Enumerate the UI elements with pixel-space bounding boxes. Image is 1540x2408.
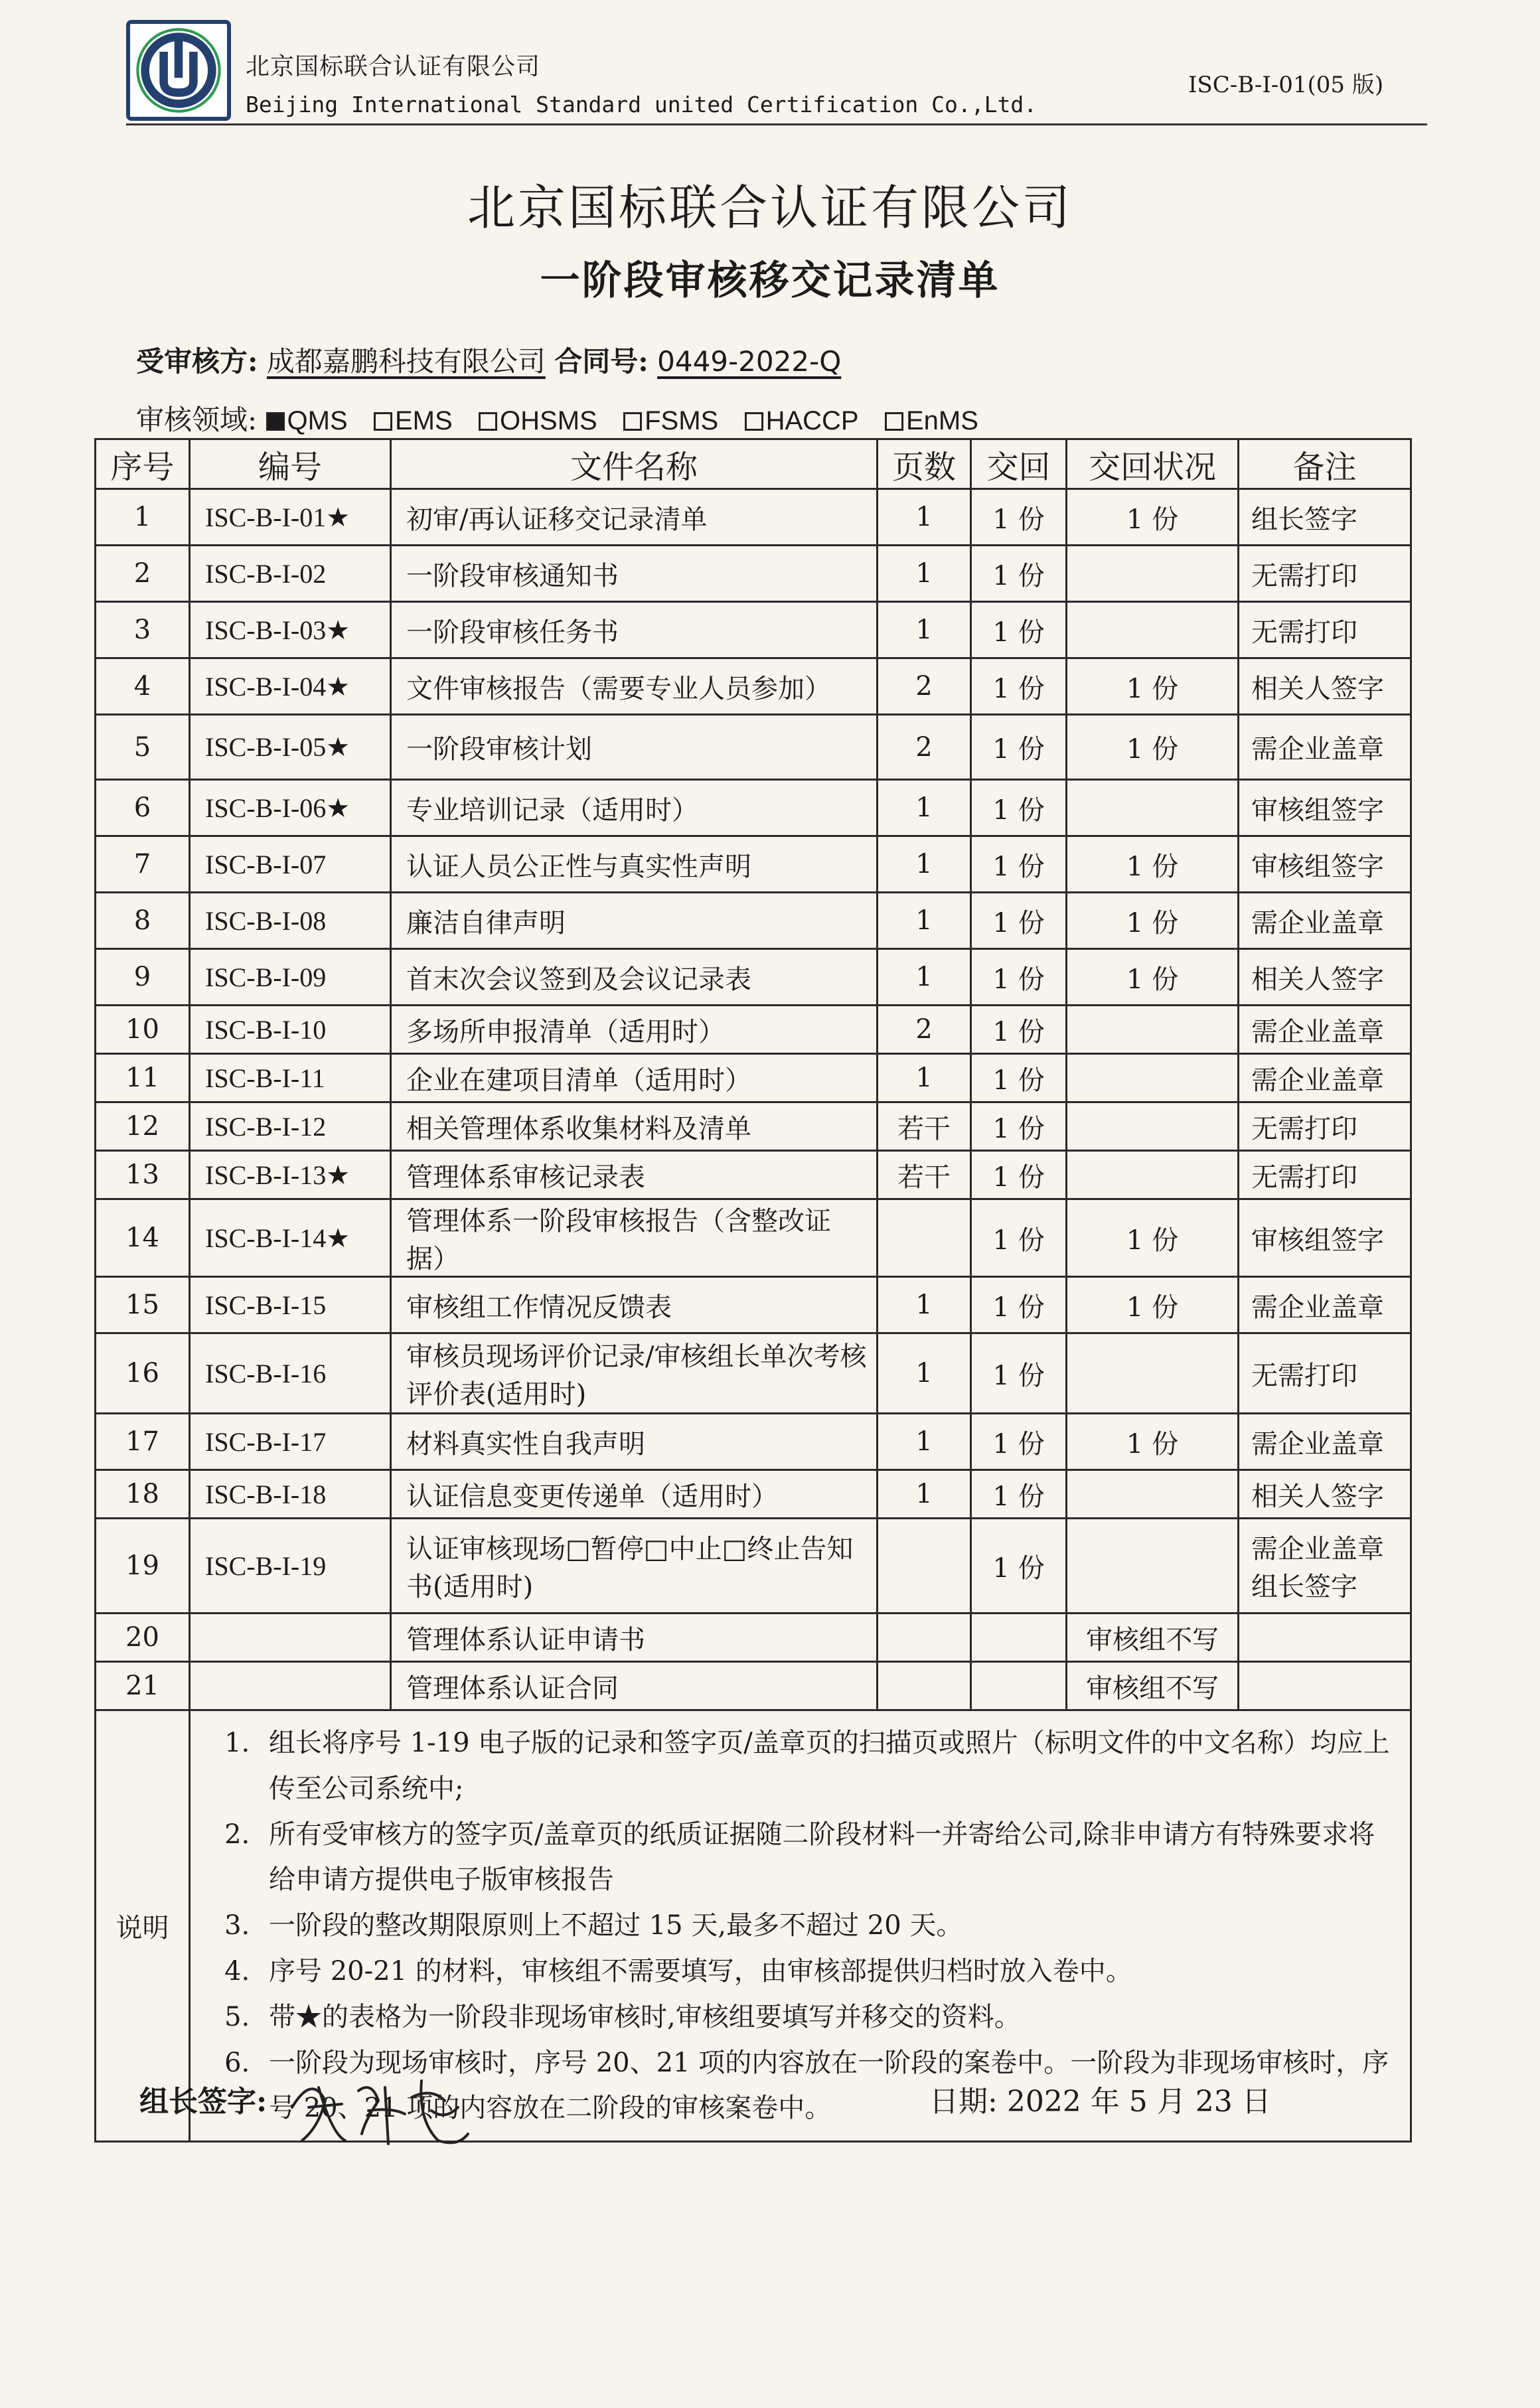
cell-status: 1 份	[1067, 1277, 1239, 1333]
cell-code: ISC-B-I-16	[190, 1333, 391, 1414]
cell-pages: 1	[878, 893, 971, 949]
domain-ohsms: OHSMS	[479, 406, 597, 436]
cell-code: ISC-B-I-02	[190, 546, 391, 602]
domain-enms: EnMS	[885, 406, 978, 436]
cell-note: 无需打印	[1239, 1151, 1411, 1199]
cell-returned: 1 份	[971, 715, 1067, 780]
cell-no: 5	[96, 715, 190, 780]
cell-code: ISC-B-I-12	[190, 1102, 391, 1151]
header-code: 编号	[190, 439, 391, 489]
table-row	[96, 658, 1411, 715]
cell-pages: 1	[878, 489, 971, 546]
cell-pages: 1	[878, 1054, 971, 1102]
cell-note: 需企业盖章	[1239, 893, 1411, 949]
cell-no: 6	[96, 780, 190, 836]
header-note: 备注	[1239, 439, 1411, 489]
cell-no: 3	[96, 602, 190, 658]
cell-name: 首末次会议签到及会议记录表	[391, 949, 878, 1006]
cell-pages: 若干	[878, 1151, 971, 1199]
cell-no: 12	[96, 1102, 190, 1151]
cell-name: 管理体系认证申请书	[391, 1614, 878, 1662]
cell-returned: 1 份	[971, 1151, 1067, 1199]
table-row	[96, 715, 1411, 780]
cell-note	[1239, 1662, 1411, 1710]
cell-no: 16	[96, 1333, 190, 1414]
cell-no: 18	[96, 1470, 190, 1519]
cell-pages: 1	[878, 836, 971, 893]
cell-name: 初审/再认证移交记录清单	[391, 489, 878, 546]
date-value: 2022 年 5 月 23 日	[1006, 2085, 1271, 2119]
cell-note: 组长签字	[1239, 489, 1411, 546]
cell-note: 无需打印	[1239, 546, 1411, 602]
cell-no: 19	[96, 1519, 190, 1614]
cell-status: 1 份	[1067, 715, 1239, 780]
company-name-cn: 北京国标联合认证有限公司	[246, 53, 541, 80]
date-line	[929, 2077, 1271, 2120]
cell-status	[1067, 1102, 1239, 1151]
domain-label: 审核领域:	[136, 404, 258, 436]
cell-pages: 1	[878, 546, 971, 602]
cell-code: ISC-B-I-07	[190, 836, 391, 893]
header-pages: 页数	[878, 439, 971, 489]
cell-note: 需企业盖章	[1239, 715, 1411, 780]
table-row	[96, 1054, 1411, 1102]
note-item: 2. 所有受审核方的签字页/盖章页的纸质证据随二阶段材料一并寄给公司,除非申请方有特殊要求将给申请方提供电子版审核报告	[258, 1812, 1390, 1904]
note-item: 4. 序号 20-21 的材料，审核组不需要填写，由审核部提供归档时放入卷中。	[258, 1949, 1390, 1994]
cell-returned: 1 份	[971, 1102, 1067, 1151]
cell-code: ISC-B-I-08	[190, 893, 391, 949]
cell-no: 8	[96, 893, 190, 949]
cell-name: 审核组工作情况反馈表	[391, 1277, 878, 1333]
cell-name: 专业培训记录（适用时）	[391, 780, 878, 836]
cell-pages: 若干	[878, 1102, 971, 1151]
cell-code: ISC-B-I-17	[190, 1414, 391, 1470]
cell-pages: 2	[878, 1006, 971, 1054]
cell-note: 相关人签字	[1239, 949, 1411, 1006]
header-no: 序号	[96, 439, 190, 489]
cell-note: 需企业盖章	[1239, 1277, 1411, 1333]
cell-returned: 1 份	[971, 780, 1067, 836]
cell-status: 1 份	[1067, 893, 1239, 949]
cell-note: 相关人签字	[1239, 658, 1411, 715]
cell-returned: 1 份	[971, 602, 1067, 658]
cell-no: 13	[96, 1151, 190, 1199]
cell-name: 管理体系审核记录表	[391, 1151, 878, 1199]
table-row	[96, 602, 1411, 658]
note-item: 6. 一阶段为现场审核时，序号 20、21 项的内容放在一阶段的案卷中。一阶段为非现场审核时，序号 20、21 项的内容放在二阶段的审核案卷中。	[258, 2040, 1390, 2132]
cell-status: 1 份	[1067, 949, 1239, 1006]
cell-note: 需企业盖章	[1239, 1414, 1411, 1470]
cell-note: 审核组签字	[1239, 780, 1411, 836]
cell-pages	[878, 1199, 971, 1277]
auditee-line	[136, 340, 841, 380]
cell-name: 审核员现场评价记录/审核组长单次考核评价表(适用时)	[391, 1333, 878, 1414]
cell-no: 15	[96, 1277, 190, 1333]
cell-no: 10	[96, 1006, 190, 1054]
cell-name: 管理体系一阶段审核报告（含整改证据）	[391, 1199, 878, 1277]
cell-code: ISC-B-I-10	[190, 1006, 391, 1054]
cell-status	[1067, 1470, 1239, 1519]
cell-code: ISC-B-I-01★	[190, 489, 391, 546]
domain-fsms: FSMS	[623, 406, 718, 436]
cell-name: 一阶段审核任务书	[391, 602, 878, 658]
cell-pages: 1	[878, 602, 971, 658]
domain-line	[136, 398, 996, 438]
cell-note: 需企业盖章 组长签字	[1239, 1519, 1411, 1614]
cell-note: 相关人签字	[1239, 1470, 1411, 1519]
cell-status	[1067, 546, 1239, 602]
cell-returned: 1 份	[971, 1277, 1067, 1333]
cell-returned: 1 份	[971, 949, 1067, 1006]
cell-no: 20	[96, 1614, 190, 1662]
cell-pages	[878, 1662, 971, 1710]
cell-code: ISC-B-I-19	[190, 1519, 391, 1614]
table-header-row	[96, 439, 1411, 489]
cell-code: ISC-B-I-04★	[190, 658, 391, 715]
page-title: 北京国标联合认证有限公司	[467, 180, 1073, 236]
checkbox-checked-icon	[266, 412, 285, 431]
cell-name: 认证信息变更传递单（适用时）	[391, 1470, 878, 1519]
cell-note: 需企业盖章	[1239, 1054, 1411, 1102]
cell-status: 1 份	[1067, 489, 1239, 546]
cell-returned: 1 份	[971, 1006, 1067, 1054]
cell-status: 审核组不写	[1067, 1614, 1239, 1662]
header-name: 文件名称	[391, 439, 878, 489]
cell-returned: 1 份	[971, 1519, 1067, 1614]
contract-value: 0449-2022-Q	[657, 345, 842, 378]
cell-name: 一阶段审核通知书	[391, 546, 878, 602]
cell-code: ISC-B-I-09	[190, 949, 391, 1006]
cell-code: ISC-B-I-18	[190, 1470, 391, 1519]
document-code: ISC-B-I-01(05 版)	[1188, 72, 1384, 98]
domain-ems: EMS	[374, 406, 453, 436]
cell-returned: 1 份	[971, 489, 1067, 546]
table-row	[96, 1414, 1411, 1470]
cell-returned: 1 份	[971, 836, 1067, 893]
cell-pages: 2	[878, 658, 971, 715]
cell-no: 1	[96, 489, 190, 546]
cell-status: 1 份	[1067, 1199, 1239, 1277]
cell-code: ISC-B-I-11	[190, 1054, 391, 1102]
date-label: 日期:	[929, 2085, 998, 2119]
auditee-label: 受审核方:	[136, 345, 258, 378]
table-row	[96, 1333, 1411, 1414]
cell-pages	[878, 1519, 971, 1614]
cell-returned: 1 份	[971, 1333, 1067, 1414]
sign-label: 组长签字:	[139, 2085, 268, 2119]
cell-note: 无需打印	[1239, 1102, 1411, 1151]
cell-name: 文件审核报告（需要专业人员参加）	[391, 658, 878, 715]
cell-code	[190, 1614, 391, 1662]
cell-returned: 1 份	[971, 1054, 1067, 1102]
cell-note: 无需打印	[1239, 602, 1411, 658]
cell-returned: 1 份	[971, 546, 1067, 602]
cell-no: 2	[96, 546, 190, 602]
cell-status: 审核组不写	[1067, 1662, 1239, 1710]
cell-code	[190, 1662, 391, 1710]
cell-no: 7	[96, 836, 190, 893]
table-row	[96, 893, 1411, 949]
table-row	[96, 489, 1411, 546]
table-row	[96, 1614, 1411, 1662]
table-row	[96, 1006, 1411, 1054]
header-divider	[126, 123, 1427, 125]
cell-name: 廉洁自律声明	[391, 893, 878, 949]
notes-label: 说明	[96, 1710, 190, 2142]
cell-no: 11	[96, 1054, 190, 1102]
header-status: 交回状况	[1067, 439, 1239, 489]
table-row	[96, 1277, 1411, 1333]
cell-returned: 1 份	[971, 893, 1067, 949]
cell-status	[1067, 602, 1239, 658]
records-table	[94, 438, 1412, 2143]
cell-no: 9	[96, 949, 190, 1006]
cell-note: 审核组签字	[1239, 1199, 1411, 1277]
cell-status	[1067, 1333, 1239, 1414]
cell-returned: 1 份	[971, 658, 1067, 715]
cell-pages: 1	[878, 1470, 971, 1519]
cell-code: ISC-B-I-05★	[190, 715, 391, 780]
note-item: 5. 带★的表格为一阶段非现场审核时,审核组要填写并移交的资料。	[258, 1994, 1390, 2040]
table-row	[96, 1470, 1411, 1519]
table-row	[96, 1519, 1411, 1614]
contract-label: 合同号:	[554, 345, 649, 378]
cell-code: ISC-B-I-03★	[190, 602, 391, 658]
table-row	[96, 949, 1411, 1006]
cell-name: 管理体系认证合同	[391, 1662, 878, 1710]
cell-note: 审核组签字	[1239, 836, 1411, 893]
cell-pages	[878, 1614, 971, 1662]
table-row	[96, 1151, 1411, 1199]
note-item: 1. 组长将序号 1-19 电子版的记录和签字页/盖章页的扫描页或照片（标明文件的中文名称）均应上传至公司系统中;	[258, 1720, 1390, 1812]
cell-name: 企业在建项目清单（适用时）	[391, 1054, 878, 1102]
cell-name: 相关管理体系收集材料及清单	[391, 1102, 878, 1151]
cell-status: 1 份	[1067, 836, 1239, 893]
handwritten-signature	[279, 2061, 478, 2160]
cell-name: 一阶段审核计划	[391, 715, 878, 780]
cell-returned	[971, 1614, 1067, 1662]
cell-returned	[971, 1662, 1067, 1710]
cell-no: 17	[96, 1414, 190, 1470]
cell-name: 多场所申报清单（适用时）	[391, 1006, 878, 1054]
cell-code: ISC-B-I-15	[190, 1277, 391, 1333]
auditee-value: 成都嘉鹏科技有限公司	[266, 345, 546, 378]
cell-returned: 1 份	[971, 1414, 1067, 1470]
cell-name: 认证人员公正性与真实性声明	[391, 836, 878, 893]
cell-no: 4	[96, 658, 190, 715]
note-item: 3. 一阶段的整改期限原则上不超过 15 天,最多不超过 20 天。	[258, 1903, 1390, 1949]
cell-code: ISC-B-I-13★	[190, 1151, 391, 1199]
cell-name: 认证审核现场□暂停□中止□终止告知书(适用时)	[391, 1519, 878, 1614]
checkbox-empty-icon	[745, 412, 763, 431]
company-logo-icon	[126, 20, 231, 121]
cell-note: 需企业盖章	[1239, 1006, 1411, 1054]
cell-returned: 1 份	[971, 1470, 1067, 1519]
table-row	[96, 836, 1411, 893]
cell-status	[1067, 1151, 1239, 1199]
cell-status	[1067, 1006, 1239, 1054]
table-row	[96, 1662, 1411, 1710]
cell-name: 材料真实性自我声明	[391, 1414, 878, 1470]
cell-status	[1067, 1054, 1239, 1102]
cell-code: ISC-B-I-14★	[190, 1199, 391, 1277]
cell-note	[1239, 1614, 1411, 1662]
checkbox-empty-icon	[479, 412, 497, 431]
cell-pages: 1	[878, 1414, 971, 1470]
checkbox-empty-icon	[623, 412, 642, 431]
cell-pages: 1	[878, 949, 971, 1006]
checkbox-empty-icon	[885, 412, 903, 431]
cell-pages: 1	[878, 1277, 971, 1333]
header-returned: 交回	[971, 439, 1067, 489]
cell-status: 1 份	[1067, 1414, 1239, 1470]
cell-code: ISC-B-I-06★	[190, 780, 391, 836]
company-name-en: Beijing International Standard united Certification Co.,Ltd.	[246, 92, 1038, 117]
table-row	[96, 780, 1411, 836]
cell-status: 1 份	[1067, 658, 1239, 715]
cell-returned: 1 份	[971, 1199, 1067, 1277]
cell-pages: 1	[878, 780, 971, 836]
table-row	[96, 1199, 1411, 1277]
table-row	[96, 1102, 1411, 1151]
checkbox-empty-icon	[374, 412, 392, 431]
cell-status	[1067, 780, 1239, 836]
cell-status	[1067, 1519, 1239, 1614]
domain-haccp: HACCP	[745, 406, 859, 436]
cell-pages: 1	[878, 1333, 971, 1414]
cell-pages: 2	[878, 715, 971, 780]
table-row	[96, 546, 1411, 602]
cell-no: 21	[96, 1662, 190, 1710]
cell-no: 14	[96, 1199, 190, 1277]
domain-qms: QMS	[266, 406, 348, 436]
page-subtitle: 一阶段审核移交记录清单	[540, 258, 1000, 304]
cell-note: 无需打印	[1239, 1333, 1411, 1414]
